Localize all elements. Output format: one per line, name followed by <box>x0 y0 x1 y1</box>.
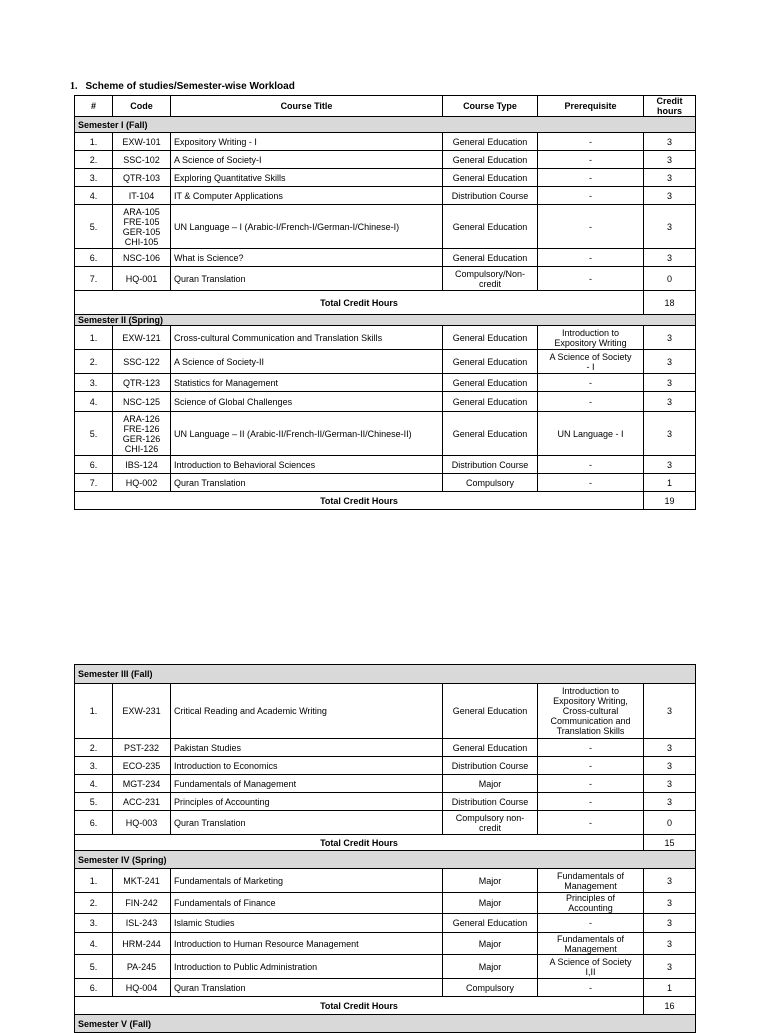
row-number: 3. <box>75 169 113 187</box>
prerequisite: Introduction to Expository Writing <box>538 326 644 350</box>
total-row <box>75 291 696 315</box>
prerequisite: - <box>538 133 644 151</box>
total-row <box>75 492 696 510</box>
prerequisite: Fundamentals of Management <box>538 869 644 893</box>
credit-hours: 3 <box>644 684 696 739</box>
course-code: HQ-002 <box>113 474 171 492</box>
credit-hours: 3 <box>644 456 696 474</box>
credit-hours: 3 <box>644 933 696 955</box>
course-title: Statistics for Management <box>171 374 443 392</box>
credit-hours: 3 <box>644 169 696 187</box>
credit-hours: 3 <box>644 205 696 249</box>
row-number: 4. <box>75 775 113 793</box>
total-credit-value: 15 <box>644 835 696 851</box>
col-header-course-type: Course Type <box>443 96 538 117</box>
row-number: 5. <box>75 793 113 811</box>
course-title: Quran Translation <box>171 979 443 997</box>
course-type: General Education <box>443 392 538 412</box>
row-number: 2. <box>75 151 113 169</box>
prerequisite: - <box>538 205 644 249</box>
total-label: Total Credit Hours <box>75 291 644 315</box>
course-title: Quran Translation <box>171 474 443 492</box>
course-title: Pakistan Studies <box>171 739 443 757</box>
credit-hours: 3 <box>644 133 696 151</box>
table-row <box>75 757 696 775</box>
course-type: General Education <box>443 739 538 757</box>
row-number: 4. <box>75 392 113 412</box>
course-title: Islamic Studies <box>171 914 443 933</box>
table-row <box>75 955 696 979</box>
credit-hours: 3 <box>644 739 696 757</box>
credit-hours: 1 <box>644 474 696 492</box>
course-type: General Education <box>443 249 538 267</box>
section-title: Scheme of studies/Semester-wise Workload <box>85 81 295 92</box>
total-label: Total Credit Hours <box>75 492 644 510</box>
table-row <box>75 775 696 793</box>
course-code: HRM-244 <box>113 933 171 955</box>
course-code: MKT-241 <box>113 869 171 893</box>
course-code: EXW-121 <box>113 326 171 350</box>
total-label: Total Credit Hours <box>75 835 644 851</box>
table-row <box>75 456 696 474</box>
course-title: Fundamentals of Marketing <box>171 869 443 893</box>
credit-hours: 0 <box>644 811 696 835</box>
row-number: 2. <box>75 739 113 757</box>
total-label: Total Credit Hours <box>75 997 644 1015</box>
row-number: 6. <box>75 249 113 267</box>
course-title: A Science of Society-II <box>171 350 443 374</box>
course-code: MGT-234 <box>113 775 171 793</box>
credit-hours: 3 <box>644 392 696 412</box>
prerequisite: - <box>538 739 644 757</box>
credit-hours: 3 <box>644 914 696 933</box>
course-title: Introduction to Human Resource Management <box>171 933 443 955</box>
course-type: General Education <box>443 169 538 187</box>
course-type: General Education <box>443 350 538 374</box>
course-type: Distribution Course <box>443 757 538 775</box>
semester-label: Semester I (Fall) <box>75 117 696 133</box>
course-code: SSC-122 <box>113 350 171 374</box>
table-row <box>75 793 696 811</box>
row-number: 3. <box>75 757 113 775</box>
row-number: 6. <box>75 811 113 835</box>
course-title: Quran Translation <box>171 267 443 291</box>
course-type: Major <box>443 775 538 793</box>
semester-label: Semester V (Fall) <box>75 1015 696 1033</box>
table-row <box>75 412 696 456</box>
prerequisite: - <box>538 151 644 169</box>
course-code: ARA-105 FRE-105 GER-105 CHI-105 <box>113 205 171 249</box>
course-code: SSC-102 <box>113 151 171 169</box>
prerequisite: Introduction to Expository Writing, Cross-cultural Communication and Translation Skills <box>538 684 644 739</box>
prerequisite: Principles of Accounting <box>538 893 644 914</box>
course-type: Distribution Course <box>443 456 538 474</box>
semester-label: Semester IV (Spring) <box>75 851 696 869</box>
course-code: QTR-103 <box>113 169 171 187</box>
course-code: HQ-001 <box>113 267 171 291</box>
credit-hours: 3 <box>644 412 696 456</box>
prerequisite: - <box>538 793 644 811</box>
prerequisite: - <box>538 392 644 412</box>
course-type: General Education <box>443 374 538 392</box>
row-number: 7. <box>75 267 113 291</box>
prerequisite: - <box>538 914 644 933</box>
course-title: Introduction to Behavioral Sciences <box>171 456 443 474</box>
course-type: General Education <box>443 684 538 739</box>
course-title: What is Science? <box>171 249 443 267</box>
course-title: Principles of Accounting <box>171 793 443 811</box>
credit-hours: 3 <box>644 775 696 793</box>
course-code: EXW-101 <box>113 133 171 151</box>
course-type: Compulsory/Non- credit <box>443 267 538 291</box>
course-code: NSC-125 <box>113 392 171 412</box>
row-number: 6. <box>75 979 113 997</box>
course-type: General Education <box>443 412 538 456</box>
credit-hours: 3 <box>644 869 696 893</box>
credit-hours: 3 <box>644 151 696 169</box>
course-type: Compulsory non- credit <box>443 811 538 835</box>
course-type: Major <box>443 893 538 914</box>
credit-hours: 3 <box>644 374 696 392</box>
section-heading <box>70 81 295 92</box>
course-title: Introduction to Economics <box>171 757 443 775</box>
table-row <box>75 811 696 835</box>
course-code: IT-104 <box>113 187 171 205</box>
prerequisite: - <box>538 757 644 775</box>
credit-hours: 3 <box>644 350 696 374</box>
table-row <box>75 151 696 169</box>
row-number: 7. <box>75 474 113 492</box>
prerequisite: - <box>538 456 644 474</box>
col-header-credit-hours: Credit hours <box>644 96 696 117</box>
prerequisite: - <box>538 775 644 793</box>
table-row <box>75 933 696 955</box>
semester-header-row <box>75 665 696 684</box>
total-credit-value: 16 <box>644 997 696 1015</box>
total-row <box>75 997 696 1015</box>
course-type: Major <box>443 933 538 955</box>
credit-hours: 3 <box>644 757 696 775</box>
row-number: 4. <box>75 933 113 955</box>
total-credit-value: 19 <box>644 492 696 510</box>
prerequisite: - <box>538 187 644 205</box>
course-title: IT & Computer Applications <box>171 187 443 205</box>
table-row <box>75 350 696 374</box>
total-credit-value: 18 <box>644 291 696 315</box>
course-code: EXW-231 <box>113 684 171 739</box>
course-type: General Education <box>443 151 538 169</box>
course-title: Quran Translation <box>171 811 443 835</box>
course-code: ECO-235 <box>113 757 171 775</box>
course-title: Fundamentals of Management <box>171 775 443 793</box>
table-body-1 <box>75 117 696 510</box>
table-row <box>75 205 696 249</box>
table-row <box>75 374 696 392</box>
course-code: NSC-106 <box>113 249 171 267</box>
credit-hours: 3 <box>644 249 696 267</box>
table-row <box>75 326 696 350</box>
workload-table-2 <box>74 664 696 1033</box>
row-number: 5. <box>75 955 113 979</box>
prerequisite: - <box>538 374 644 392</box>
course-title: Cross-cultural Communication and Translation Skills <box>171 326 443 350</box>
table-row <box>75 893 696 914</box>
row-number: 5. <box>75 412 113 456</box>
table-row <box>75 684 696 739</box>
workload-table-1 <box>74 95 696 510</box>
credit-hours: 0 <box>644 267 696 291</box>
table-row <box>75 249 696 267</box>
credit-hours: 1 <box>644 979 696 997</box>
prerequisite: - <box>538 267 644 291</box>
course-type: General Education <box>443 914 538 933</box>
semester-label: Semester II (Spring) <box>75 315 696 326</box>
row-number: 6. <box>75 456 113 474</box>
course-title: Expository Writing - I <box>171 133 443 151</box>
course-type: Distribution Course <box>443 793 538 811</box>
semester-header-row <box>75 851 696 869</box>
course-code: IBS-124 <box>113 456 171 474</box>
table-row <box>75 133 696 151</box>
prerequisite: A Science of Society I,II <box>538 955 644 979</box>
credit-hours: 3 <box>644 893 696 914</box>
col-header-number: # <box>75 96 113 117</box>
prerequisite: - <box>538 474 644 492</box>
table-row <box>75 739 696 757</box>
prerequisite: - <box>538 169 644 187</box>
course-title: Critical Reading and Academic Writing <box>171 684 443 739</box>
course-code: QTR-123 <box>113 374 171 392</box>
credit-hours: 3 <box>644 955 696 979</box>
course-title: Fundamentals of Finance <box>171 893 443 914</box>
col-header-course-title: Course Title <box>171 96 443 117</box>
col-header-code: Code <box>113 96 171 117</box>
course-code: PA-245 <box>113 955 171 979</box>
prerequisite: - <box>538 979 644 997</box>
course-type: Distribution Course <box>443 187 538 205</box>
credit-hours: 3 <box>644 187 696 205</box>
row-number: 3. <box>75 914 113 933</box>
row-number: 2. <box>75 350 113 374</box>
course-code: FIN-242 <box>113 893 171 914</box>
course-type: General Education <box>443 205 538 249</box>
course-title: UN Language – I (Arabic-I/French-I/German-I/Chinese-I) <box>171 205 443 249</box>
table-body-2 <box>75 665 696 1033</box>
prerequisite: UN Language - I <box>538 412 644 456</box>
prerequisite: Fundamentals of Management <box>538 933 644 955</box>
course-code: ACC-231 <box>113 793 171 811</box>
row-number: 1. <box>75 326 113 350</box>
prerequisite: - <box>538 811 644 835</box>
table-row <box>75 392 696 412</box>
course-title: UN Language – II (Arabic-II/French-II/German-II/Chinese-II) <box>171 412 443 456</box>
col-header-prerequisite: Prerequisite <box>538 96 644 117</box>
row-number: 5. <box>75 205 113 249</box>
course-type: General Education <box>443 326 538 350</box>
course-type: Compulsory <box>443 979 538 997</box>
row-number: 1. <box>75 869 113 893</box>
table-row <box>75 267 696 291</box>
course-title: A Science of Society-I <box>171 151 443 169</box>
course-title: Exploring Quantitative Skills <box>171 169 443 187</box>
course-code: ISL-243 <box>113 914 171 933</box>
course-code: HQ-004 <box>113 979 171 997</box>
semester-header-row <box>75 315 696 326</box>
total-row <box>75 835 696 851</box>
course-type: Compulsory <box>443 474 538 492</box>
table-row <box>75 474 696 492</box>
course-type: Major <box>443 869 538 893</box>
row-number: 1. <box>75 133 113 151</box>
course-title: Introduction to Public Administration <box>171 955 443 979</box>
row-number: 2. <box>75 893 113 914</box>
table-row <box>75 169 696 187</box>
course-code: ARA-126 FRE-126 GER-126 CHI-126 <box>113 412 171 456</box>
prerequisite: A Science of Society - I <box>538 350 644 374</box>
course-type: General Education <box>443 133 538 151</box>
course-code: PST-232 <box>113 739 171 757</box>
prerequisite: - <box>538 249 644 267</box>
semester-header-row <box>75 117 696 133</box>
credit-hours: 3 <box>644 326 696 350</box>
course-code: HQ-003 <box>113 811 171 835</box>
section-number: 1. <box>70 81 78 92</box>
table-header-row <box>75 96 696 117</box>
semester-label: Semester III (Fall) <box>75 665 696 684</box>
row-number: 1. <box>75 684 113 739</box>
table-row <box>75 914 696 933</box>
row-number: 4. <box>75 187 113 205</box>
course-type: Major <box>443 955 538 979</box>
table-row <box>75 869 696 893</box>
course-title: Science of Global Challenges <box>171 392 443 412</box>
credit-hours: 3 <box>644 793 696 811</box>
table-row <box>75 187 696 205</box>
row-number: 3. <box>75 374 113 392</box>
table-row <box>75 979 696 997</box>
